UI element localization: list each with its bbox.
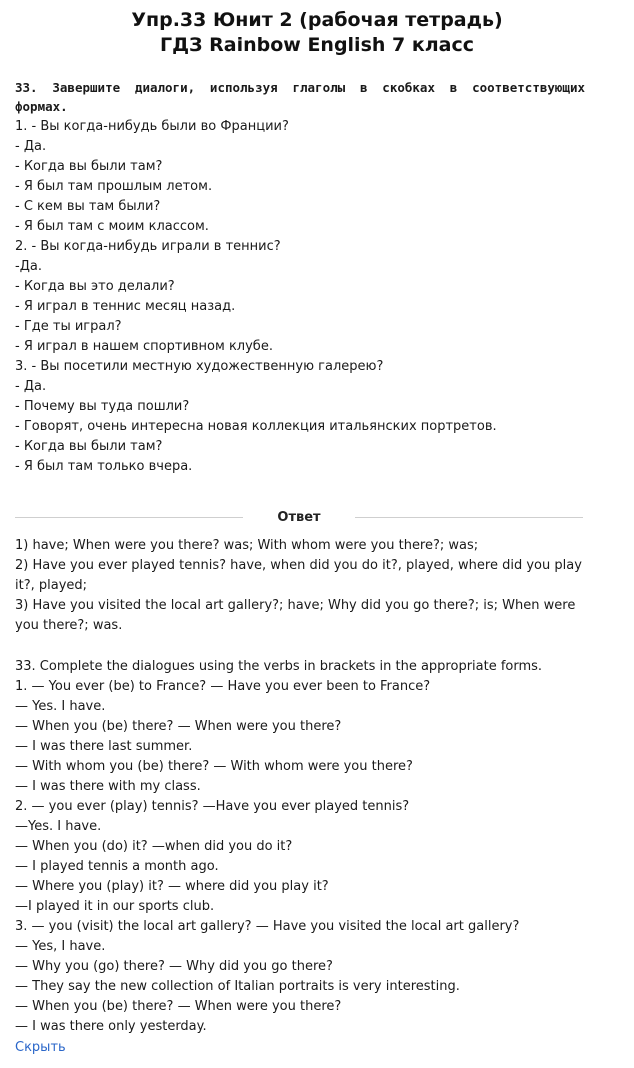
page-title-line-2: ГДЗ Rainbow English 7 класс bbox=[159, 34, 475, 56]
english-line: 3. — you (visit) the local art gallery? — Have you visited the local art gallery? bbox=[15, 919, 520, 934]
dialogue-line: - Я играл в нашем спортивном клубе. bbox=[15, 339, 273, 354]
dialogue-line: -Да. bbox=[15, 259, 42, 274]
dialogue-line: 1. - Вы когда-нибудь были во Франции? bbox=[15, 119, 289, 134]
english-line: —I played it in our sports club. bbox=[15, 899, 215, 914]
english-line: — I was there with my class. bbox=[15, 779, 201, 794]
english-line: — When you (be) there? — When were you there? bbox=[15, 719, 342, 734]
english-line: — They say the new collection of Italian portraits is very interesting. bbox=[15, 979, 460, 994]
dialogue-line: - Почему вы туда пошли? bbox=[15, 399, 190, 414]
english-line: — I played tennis a month ago. bbox=[15, 859, 219, 874]
english-line: — Yes. I have. bbox=[15, 699, 106, 714]
task-instruction: 33. Завершите диалоги, используя глаголы в скобках в соответствующих формах. bbox=[15, 80, 585, 114]
answer-item: 3) Have you visited the local art gallery?; have; Why did you go there?; is; When were you there?; was. bbox=[15, 598, 576, 633]
english-line: — I was there only yesterday. bbox=[15, 1019, 207, 1034]
english-line: — Why you (go) there? — Why did you go there? bbox=[15, 959, 333, 974]
hide-link[interactable]: Скрыть bbox=[15, 1040, 66, 1055]
answer-item: 2) Have you ever played tennis? have, when did you do it?, played, where did you play it?, played; bbox=[15, 558, 582, 593]
english-line: — With whom you (be) there? — With whom were you there? bbox=[15, 759, 413, 774]
english-line: 33. Complete the dialogues using the verbs in brackets in the appropriate forms. bbox=[15, 659, 543, 674]
english-line: — I was there last summer. bbox=[15, 739, 193, 754]
dialogue-line: - Да. bbox=[15, 379, 47, 394]
english-line: — When you (be) there? — When were you there? bbox=[15, 999, 342, 1014]
dialogue-line: - Я был там прошлым летом. bbox=[15, 179, 213, 194]
answer-list bbox=[15, 536, 587, 636]
dialogue-line: - Я играл в теннис месяц назад. bbox=[15, 299, 236, 314]
answer-item: 1) have; When were you there? was; With whom were you there?; was; bbox=[15, 538, 479, 553]
dialogue-line: - Когда вы были там? bbox=[15, 159, 163, 174]
dialogue-line: - Где ты играл? bbox=[15, 319, 122, 334]
divider-right bbox=[355, 517, 583, 518]
page-title-line-1: Упр.33 Юнит 2 (рабочая тетрадь) bbox=[131, 9, 503, 31]
dialogue-line: 3. - Вы посетили местную художественную галерею? bbox=[15, 359, 384, 374]
answer-heading-label: Ответ bbox=[277, 509, 321, 525]
dialogue-line: - Когда вы это делали? bbox=[15, 279, 175, 294]
dialogue-line: - Когда вы были там? bbox=[15, 439, 163, 454]
dialogue-line: 2. - Вы когда-нибудь играли в теннис? bbox=[15, 239, 281, 254]
english-line: — Yes, I have. bbox=[15, 939, 106, 954]
answer-heading bbox=[15, 506, 583, 528]
dialogue-line: - Я был там с моим классом. bbox=[15, 219, 209, 234]
dialogue-line: - Я был там только вчера. bbox=[15, 459, 193, 474]
english-line: — When you (do) it? —when did you do it? bbox=[15, 839, 293, 854]
english-dialogue bbox=[15, 657, 615, 1037]
page-title bbox=[0, 0, 634, 58]
english-line: 2. — you ever (play) tennis? —Have you ever played tennis? bbox=[15, 799, 410, 814]
english-line: — Where you (play) it? — where did you play it? bbox=[15, 879, 329, 894]
dialogue-line: - Говорят, очень интересна новая коллекция итальянских портретов. bbox=[15, 419, 497, 434]
dialogue-line: - Да. bbox=[15, 139, 47, 154]
russian-dialogue bbox=[15, 117, 615, 477]
english-line: —Yes. I have. bbox=[15, 819, 102, 834]
dialogue-line: - С кем вы там были? bbox=[15, 199, 161, 214]
divider-left bbox=[15, 517, 243, 518]
english-line: 1. — You ever (be) to France? — Have you ever been to France? bbox=[15, 679, 431, 694]
